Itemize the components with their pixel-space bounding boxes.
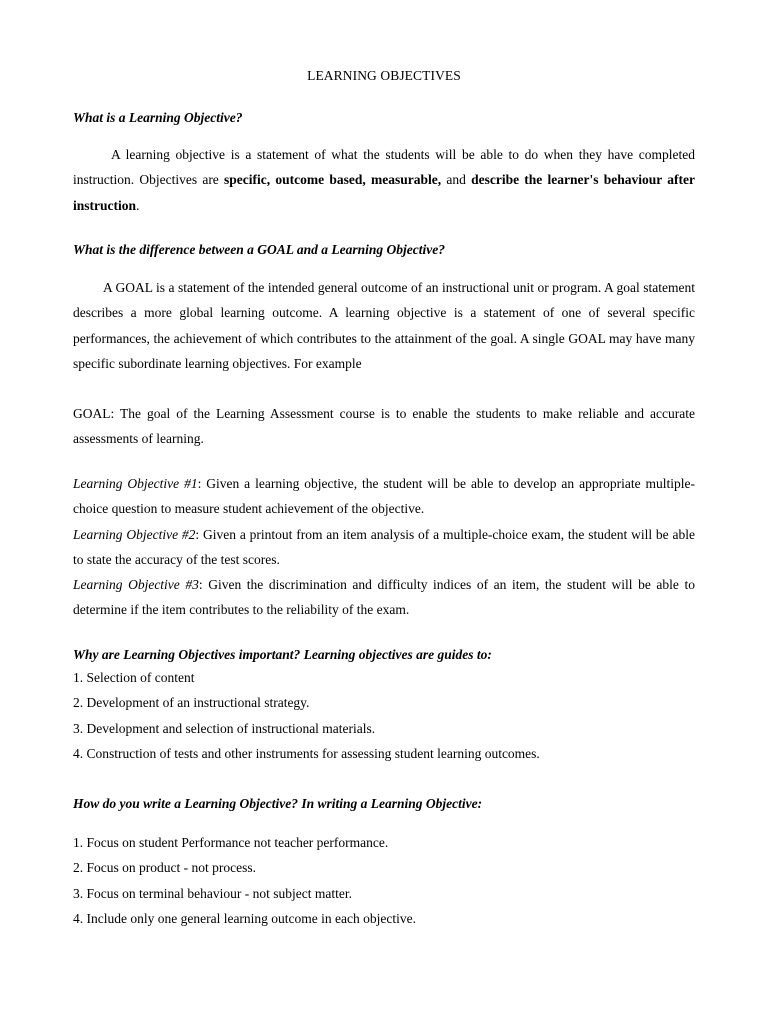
paragraph-definition [73, 142, 695, 218]
list-item: 2. Focus on product - not process. [73, 860, 256, 876]
heading-how-to-write: How do you write a Learning Objective? In writing a Learning Objective: [73, 796, 483, 811]
definition-bold-1: specific, outcome based, measurable, [224, 172, 442, 188]
list-item: 2. Development of an instructional strategy. [73, 695, 310, 711]
paragraph-goal-example: GOAL: The goal of the Learning Assessment course is to enable the students to make reliable and accurate assessments of learning. [73, 406, 695, 447]
list-item: 3. Focus on terminal behaviour - not subject matter. [73, 885, 352, 901]
objective-label: Learning Objective #1 [73, 476, 198, 491]
objective-text: : Given a printout from an item analysis of a multiple-choice exam, the student will be able to state the accuracy of the test scores. [73, 526, 695, 567]
list-item: 4. Include only one general learning outcome in each objective. [73, 910, 416, 926]
list-guides [73, 665, 695, 766]
list-item: 3. Development and selection of instructional materials. [73, 720, 376, 736]
objective-item [73, 522, 695, 573]
list-item: 4. Construction of tests and other instruments for assessing student learning outcomes. [73, 745, 540, 761]
objective-label: Learning Objective #2 [73, 526, 196, 542]
heading-what-is-objective: What is a Learning Objective? [73, 110, 243, 125]
learning-objectives-examples [73, 471, 695, 623]
list-item: 1. Focus on student Performance not teacher performance. [73, 835, 389, 850]
page-title: LEARNING OBJECTIVES [307, 68, 461, 83]
objective-label: Learning Objective #3 [73, 577, 199, 593]
definition-text-1: A learning objective is a statement of what the students will be able to do when they have completed instruction. Objectives are [73, 147, 695, 188]
objective-text: : Given a learning objective, the student will be able to develop an appropriate multiple-choice question to measure student achievement of the objective. [73, 476, 695, 517]
list-item: 1. Selection of content [73, 670, 195, 685]
definition-text-3: . [136, 197, 140, 213]
objective-item [73, 471, 695, 522]
heading-why-important: Why are Learning Objectives important? Learning objectives are guides to: [73, 647, 492, 662]
objective-item [73, 572, 695, 623]
heading-goal-vs-objective: What is the difference between a GOAL and a Learning Objective? [73, 242, 445, 257]
paragraph-goal-explanation: A GOAL is a statement of the intended general outcome of an instructional unit or program. A goal statement describes a more global learning outcome. A learning objective is a statement of one of several specific performances, the achievement of which contributes to the attainment of the goal. A single GOAL may have many specific subordinate learning objectives. For example [73, 280, 695, 371]
definition-bold-2: describe the learner's behaviour after instruction [73, 172, 695, 213]
objective-text: : Given the discrimination and difficulty indices of an item, the student will be able to determine if the item contributes to the reliability of the exam. [73, 577, 695, 618]
list-writing-tips [73, 830, 695, 931]
definition-text-2: and [441, 172, 472, 188]
